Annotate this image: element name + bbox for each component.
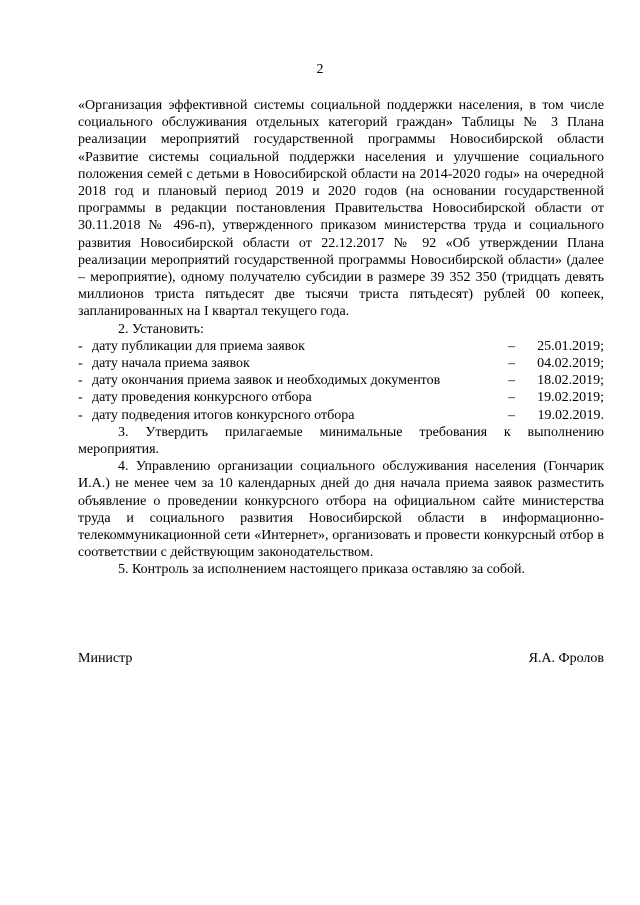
date-value: 18.02.2019; [537, 373, 604, 389]
signatory-name: Я.А. Фролов [528, 651, 604, 666]
date-label: дату проведения конкурсного отбора [92, 390, 312, 406]
date-separator: – [508, 373, 515, 389]
date-separator: – [508, 407, 515, 423]
signature-block [78, 650, 604, 668]
date-item [78, 338, 604, 355]
list-dash: - [78, 356, 83, 372]
page-number: 2 [316, 62, 324, 77]
date-label: дату подведения итогов конкурсного отбора [92, 407, 355, 423]
date-item [78, 355, 604, 372]
list-dash: - [78, 338, 83, 354]
date-value: 25.01.2019; [537, 338, 604, 354]
intro-paragraph: «Организация эффективной системы социальной поддержки населения, в том числе социального обслуживания отдельных категорий граждан» Таблицы № 3 Плана реализации мероприятий государственной программы Новосибирской области «Развитие системы социальной поддержки населения и улучшение социального положения семей с детьми в Новосибирской области на 2014-2020 годы» на очередной 2018 год и плановый период 2019 и 2020 годов (на основании государственной программы в редакции постановления Правительства Новосибирской области от 30.11.2018 № 496-п), утвержденного приказом министерства труда и социального развития Новосибирской области от 22.12.2017 № 92 «Об утверждении Плана реализации мероприятий государственной программы Новосибирской области» (далее – мероприятие), одному получателю субсидии в размере 39 352 350 (тридцать девять миллионов триста пятьдесят две тысячи триста пятьдесят) рублей 00 копеек, запланированных на I квартал текущего года. [78, 98, 604, 320]
date-separator: – [508, 356, 515, 372]
date-label: дату публикации для приема заявок [92, 338, 305, 354]
item-2-heading: 2. Установить: [118, 321, 204, 337]
date-item [78, 389, 604, 406]
list-dash: - [78, 407, 83, 423]
document-body [78, 97, 604, 579]
date-label: дату начала приема заявок [92, 356, 250, 372]
item-3-paragraph: 3. Утвердить прилагаемые минимальные требования к выполнению мероприятия. [78, 424, 604, 457]
date-separator: – [508, 338, 515, 354]
date-item [78, 407, 604, 424]
list-dash: - [78, 390, 83, 406]
list-dash: - [78, 373, 83, 389]
date-value: 04.02.2019; [537, 356, 604, 372]
date-item [78, 372, 604, 389]
item-4-paragraph: 4. Управлению организации социального обслуживания населения (Гончарик И.А.) не менее чем за 10 календарных дней до дня начала приема заявок разместить объявление о проведении конкурсного отбора на официальном сайте министерства труда и социального развития Новосибирской области в информационно-телекоммуникационной сети «Интернет», организовать и провести конкурсный отбор в соответствии с действующим законодательством. [78, 459, 604, 561]
date-label: дату окончания приема заявок и необходимых документов [92, 373, 441, 389]
signatory-position: Министр [78, 651, 133, 666]
date-value: 19.02.2019. [537, 407, 604, 423]
item-5-paragraph: 5. Контроль за исполнением настоящего приказа оставляю за собой. [118, 562, 526, 578]
date-separator: – [508, 390, 515, 406]
dates-list [78, 338, 604, 424]
date-value: 19.02.2019; [537, 390, 604, 406]
